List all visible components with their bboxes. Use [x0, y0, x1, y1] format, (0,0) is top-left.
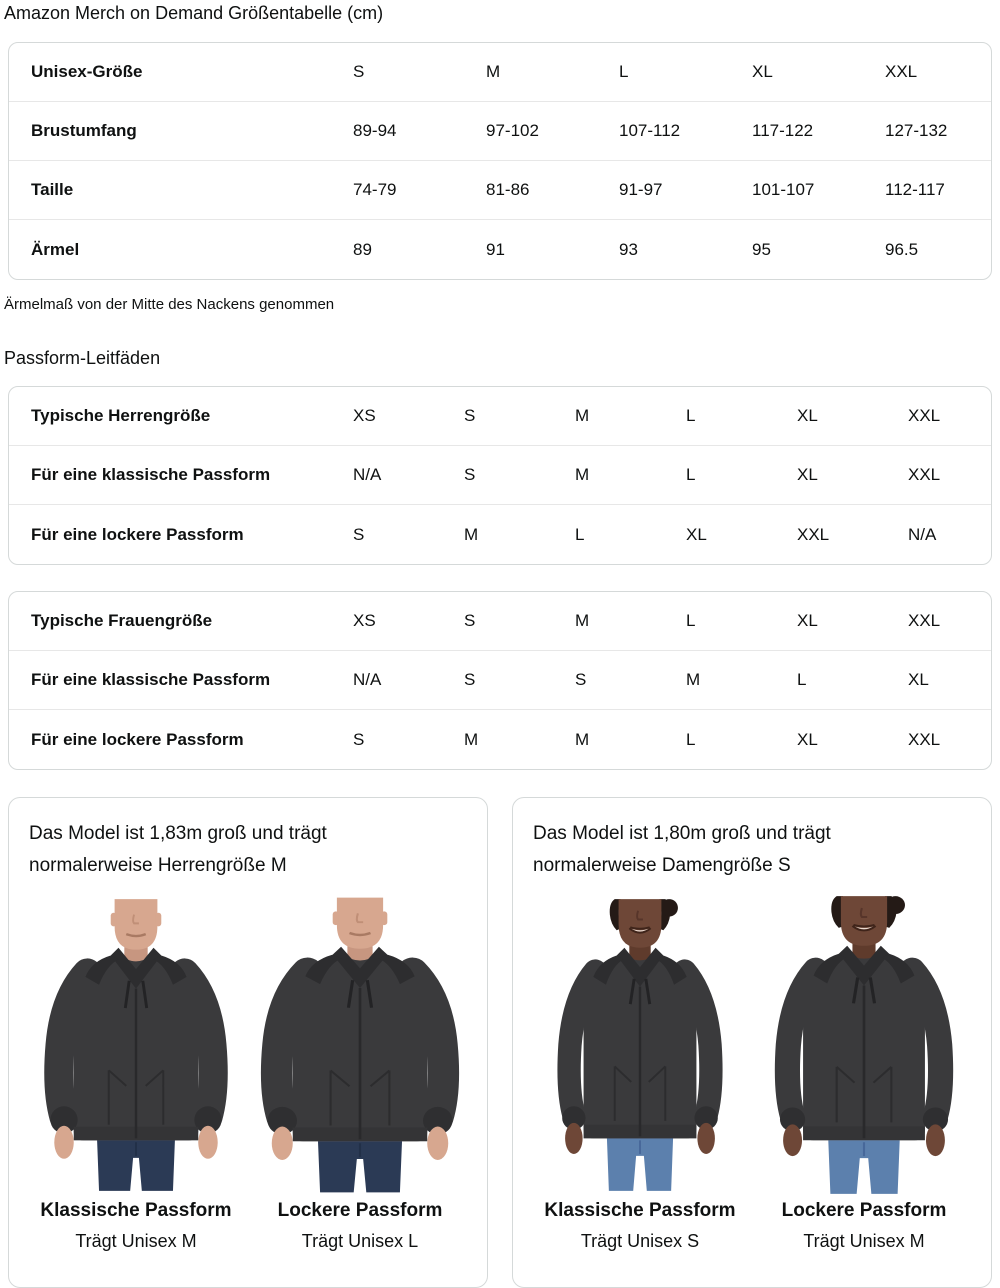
model-figure — [29, 896, 243, 1254]
size-value: XL — [797, 465, 818, 484]
fit-label: Klassische Passform — [40, 1200, 232, 1221]
fit-label: Lockere Passform — [277, 1200, 443, 1221]
row-label: Für eine lockere Passform — [31, 524, 244, 544]
women-model-card — [512, 797, 992, 1288]
measurement-value: 91-97 — [619, 180, 663, 199]
table-row — [9, 387, 991, 446]
table-row — [9, 102, 991, 161]
measurement-value: 107-112 — [619, 121, 681, 140]
size-label: Trägt Unisex M — [803, 1231, 925, 1251]
size-value: XXL — [908, 611, 941, 630]
size-value: N/A — [353, 670, 382, 689]
row-label: Typische Herrengröße — [31, 406, 211, 425]
fit-guides-heading: Passform-Leitfäden — [4, 348, 161, 368]
size-column-header: L — [619, 62, 629, 81]
size-value: XXL — [908, 729, 941, 749]
model-description: Das Model ist 1,83m groß und trägt normalerweise Herrengröße M — [29, 823, 327, 876]
size-value: L — [797, 670, 807, 689]
measurement-value: 117-122 — [752, 121, 814, 140]
size-value: L — [686, 465, 696, 484]
row-label: Taille — [31, 180, 74, 199]
measurement-value: 74-79 — [353, 180, 397, 199]
male-model-classic-photo — [29, 896, 243, 1194]
model-figures — [533, 896, 971, 1254]
size-value: S — [575, 670, 587, 689]
sleeve-measure-note: Ärmelmaß von der Mitte des Nackens genommen — [4, 296, 335, 313]
measurement-value: 93 — [619, 239, 638, 259]
size-value: S — [353, 729, 365, 749]
row-label: Brustumfang — [31, 121, 137, 140]
size-value: M — [575, 465, 590, 484]
measurement-value: 95 — [752, 239, 771, 259]
measurement-value: 101-107 — [752, 180, 815, 199]
size-value: S — [464, 611, 476, 630]
men-fit-guide-table — [8, 386, 992, 565]
table-row — [9, 505, 991, 564]
table-row — [9, 710, 991, 769]
size-column-header: XXL — [885, 62, 918, 81]
measurement-value: 127-132 — [885, 121, 948, 140]
model-figure — [253, 896, 467, 1254]
measurement-value: 89-94 — [353, 121, 397, 140]
table-row — [9, 220, 991, 279]
size-value: M — [464, 524, 479, 544]
size-value: XL — [797, 611, 818, 630]
female-model-classic-photo — [533, 896, 747, 1194]
size-value: S — [353, 524, 365, 544]
measurement-value: 97-102 — [486, 121, 539, 140]
size-column-header: S — [353, 62, 365, 81]
size-value: S — [464, 670, 476, 689]
size-value: N/A — [908, 524, 937, 544]
size-value: L — [686, 406, 696, 425]
size-value: M — [686, 670, 701, 689]
size-value: XXL — [908, 465, 941, 484]
size-value: S — [464, 465, 476, 484]
row-label: Für eine lockere Passform — [31, 729, 244, 749]
size-value: S — [464, 406, 476, 425]
size-value: XXL — [797, 524, 830, 544]
size-label: Trägt Unisex L — [301, 1231, 419, 1251]
size-value: L — [686, 611, 696, 630]
model-description: Das Model ist 1,80m groß und trägt normalerweise Damengröße S — [533, 823, 831, 876]
row-label: Ärmel — [31, 239, 80, 259]
size-value: M — [575, 729, 590, 749]
model-figure — [533, 896, 747, 1254]
measurement-value: 81-86 — [486, 180, 530, 199]
size-value: L — [686, 729, 696, 749]
row-label: Für eine klassische Passform — [31, 465, 271, 484]
size-label: Trägt Unisex S — [580, 1231, 700, 1251]
size-value: XL — [797, 406, 818, 425]
table-row — [9, 446, 991, 505]
fit-label: Klassische Passform — [544, 1200, 736, 1221]
male-model-loose-photo — [253, 896, 467, 1194]
fit-label: Lockere Passform — [781, 1200, 947, 1221]
measurement-value: 89 — [353, 239, 372, 259]
size-value: M — [464, 729, 479, 749]
table-row — [9, 161, 991, 220]
table-row — [9, 592, 991, 651]
size-label: Trägt Unisex M — [75, 1231, 197, 1251]
size-value: L — [575, 524, 585, 544]
size-value: M — [575, 611, 590, 630]
model-figure — [757, 896, 971, 1254]
size-column-header: M — [486, 62, 501, 81]
measurement-value: 91 — [486, 239, 505, 259]
size-value: XL — [797, 729, 818, 749]
size-value: XL — [908, 670, 929, 689]
row-label: Typische Frauengröße — [31, 611, 213, 630]
model-figures — [29, 896, 467, 1254]
measurement-value: 96.5 — [885, 239, 919, 259]
size-value: N/A — [353, 465, 382, 484]
size-value: XL — [686, 524, 707, 544]
size-value: XXL — [908, 406, 941, 425]
row-label: Für eine klassische Passform — [31, 670, 271, 689]
table-row — [9, 651, 991, 710]
model-cards — [8, 797, 992, 1288]
women-fit-guide-table — [8, 591, 992, 770]
men-model-card — [8, 797, 488, 1288]
measurement-value: 112-117 — [885, 180, 945, 199]
size-column-header: XL — [752, 62, 773, 81]
size-value: M — [575, 406, 590, 425]
size-value: XS — [353, 406, 376, 425]
table-row — [9, 43, 991, 102]
unisex-size-table — [8, 42, 992, 280]
female-model-loose-photo — [757, 896, 971, 1194]
row-label: Unisex-Größe — [31, 62, 143, 81]
size-value: XS — [353, 611, 376, 630]
page-title: Amazon Merch on Demand Größentabelle (cm) — [4, 3, 384, 23]
